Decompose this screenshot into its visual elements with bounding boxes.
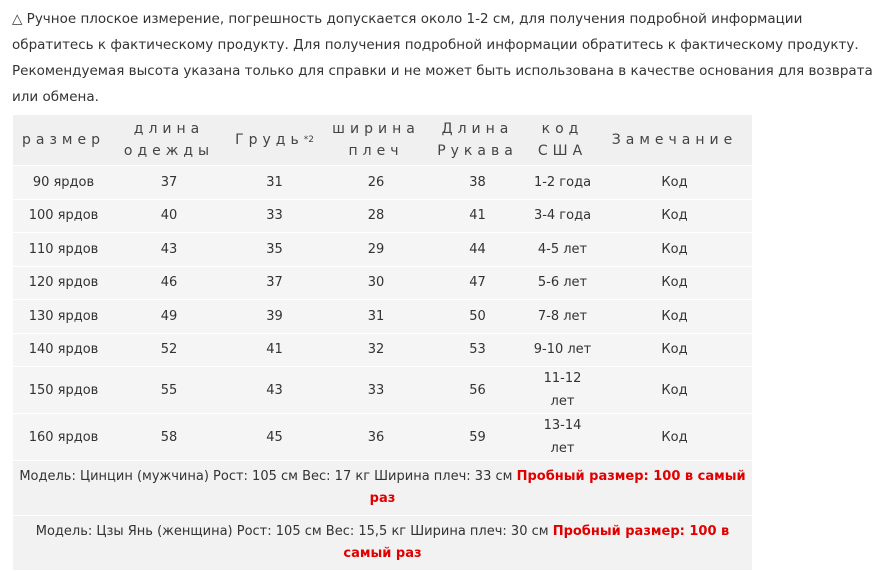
cell-sleeve: 47 [427,266,528,300]
cell-size: 130 ярдов [13,300,114,334]
cell-sleeve: 50 [427,300,528,334]
cell-us-code: 1-2 года [528,166,597,200]
size-chart-table [13,115,752,571]
header-length: длина одежды [114,115,224,166]
cell-note: Код [597,233,752,267]
table-row [13,367,752,414]
table-row [13,233,752,267]
cell-chest: 37 [224,266,325,300]
cell-shoulder: 36 [325,414,427,461]
cell-chest: 45 [224,414,325,461]
model-note [13,461,752,516]
cell-sleeve: 38 [427,166,528,200]
cell-size: 140 ярдов [13,333,114,367]
note-line-2: обратитесь к фактическому продукту. Для получения подробной информации обратитесь к фактическому продукту. [12,37,859,53]
cell-length: 58 [114,414,224,461]
model-info-text: Модель: Цинцин (мужчина) Рост: 105 см Вес: 17 кг Ширина плеч: 33 см [19,469,517,484]
trial-size-text: Пробный размер: 100 в самый раз [369,469,746,506]
table-row [13,166,752,200]
cell-length: 49 [114,300,224,334]
table-row [13,333,752,367]
header-size: размер [13,115,114,166]
cell-us-code: 5-6 лет [528,266,597,300]
cell-chest: 43 [224,367,325,414]
cell-sleeve: 41 [427,199,528,233]
cell-size: 150 ярдов [13,367,114,414]
cell-note: Код [597,333,752,367]
model-info-text: Модель: Цзы Янь (женщина) Рост: 105 см Вес: 15,5 кг Ширина плеч: 30 см [35,524,553,539]
cell-us-code: 4-5 лет [528,233,597,267]
cell-note: Код [597,266,752,300]
cell-shoulder: 33 [325,367,427,414]
cell-length: 43 [114,233,224,267]
header-row [13,115,752,166]
cell-chest: 35 [224,233,325,267]
cell-length: 40 [114,199,224,233]
note-line-3: Рекомендуемая высота указана только для справки и не может быть использована в качестве основания для возврата [12,63,873,79]
cell-sleeve: 53 [427,333,528,367]
cell-sleeve: 56 [427,367,528,414]
cell-chest: 31 [224,166,325,200]
cell-length: 55 [114,367,224,414]
table-row [13,266,752,300]
cell-chest: 41 [224,333,325,367]
cell-size: 110 ярдов [13,233,114,267]
cell-us-code: 11-12 лет [528,367,597,414]
measurement-note [12,7,873,111]
model-note-row [13,461,752,516]
cell-note: Код [597,300,752,334]
header-remark: Замечание [597,115,752,166]
note-line-1: △ Ручное плоское измерение, погрешность допускается около 1-2 см, для получения подробной информации [12,11,803,27]
table-row [13,300,752,334]
cell-shoulder: 31 [325,300,427,334]
cell-chest: 39 [224,300,325,334]
header-chest: Грудь$^{*2}$ [224,115,325,166]
cell-size: 90 ярдов [13,166,114,200]
cell-note: Код [597,199,752,233]
cell-us-code: 3-4 года [528,199,597,233]
note-line-4: или обмена. [12,89,99,105]
cell-shoulder: 29 [325,233,427,267]
cell-sleeve: 44 [427,233,528,267]
cell-length: 52 [114,333,224,367]
cell-us-code: 7-8 лет [528,300,597,334]
trial-size-text: Пробный размер: 100 в самый раз [343,524,730,561]
cell-sleeve: 59 [427,414,528,461]
cell-length: 37 [114,166,224,200]
model-note-row [13,516,752,571]
cell-note: Код [597,414,752,461]
table-row [13,199,752,233]
header-shoulder: ширина плеч [325,115,427,166]
table-row [13,414,752,461]
cell-size: 100 ярдов [13,199,114,233]
cell-note: Код [597,166,752,200]
model-note [13,516,752,571]
cell-size: 120 ярдов [13,266,114,300]
cell-size: 160 ярдов [13,414,114,461]
cell-us-code: 13-14 лет [528,414,597,461]
header-sleeve: Длина Рукава [427,115,528,166]
cell-shoulder: 32 [325,333,427,367]
cell-shoulder: 30 [325,266,427,300]
cell-shoulder: 26 [325,166,427,200]
header-us-code: код США [528,115,597,166]
cell-note: Код [597,367,752,414]
cell-shoulder: 28 [325,199,427,233]
cell-us-code: 9-10 лет [528,333,597,367]
cell-chest: 33 [224,199,325,233]
cell-length: 46 [114,266,224,300]
